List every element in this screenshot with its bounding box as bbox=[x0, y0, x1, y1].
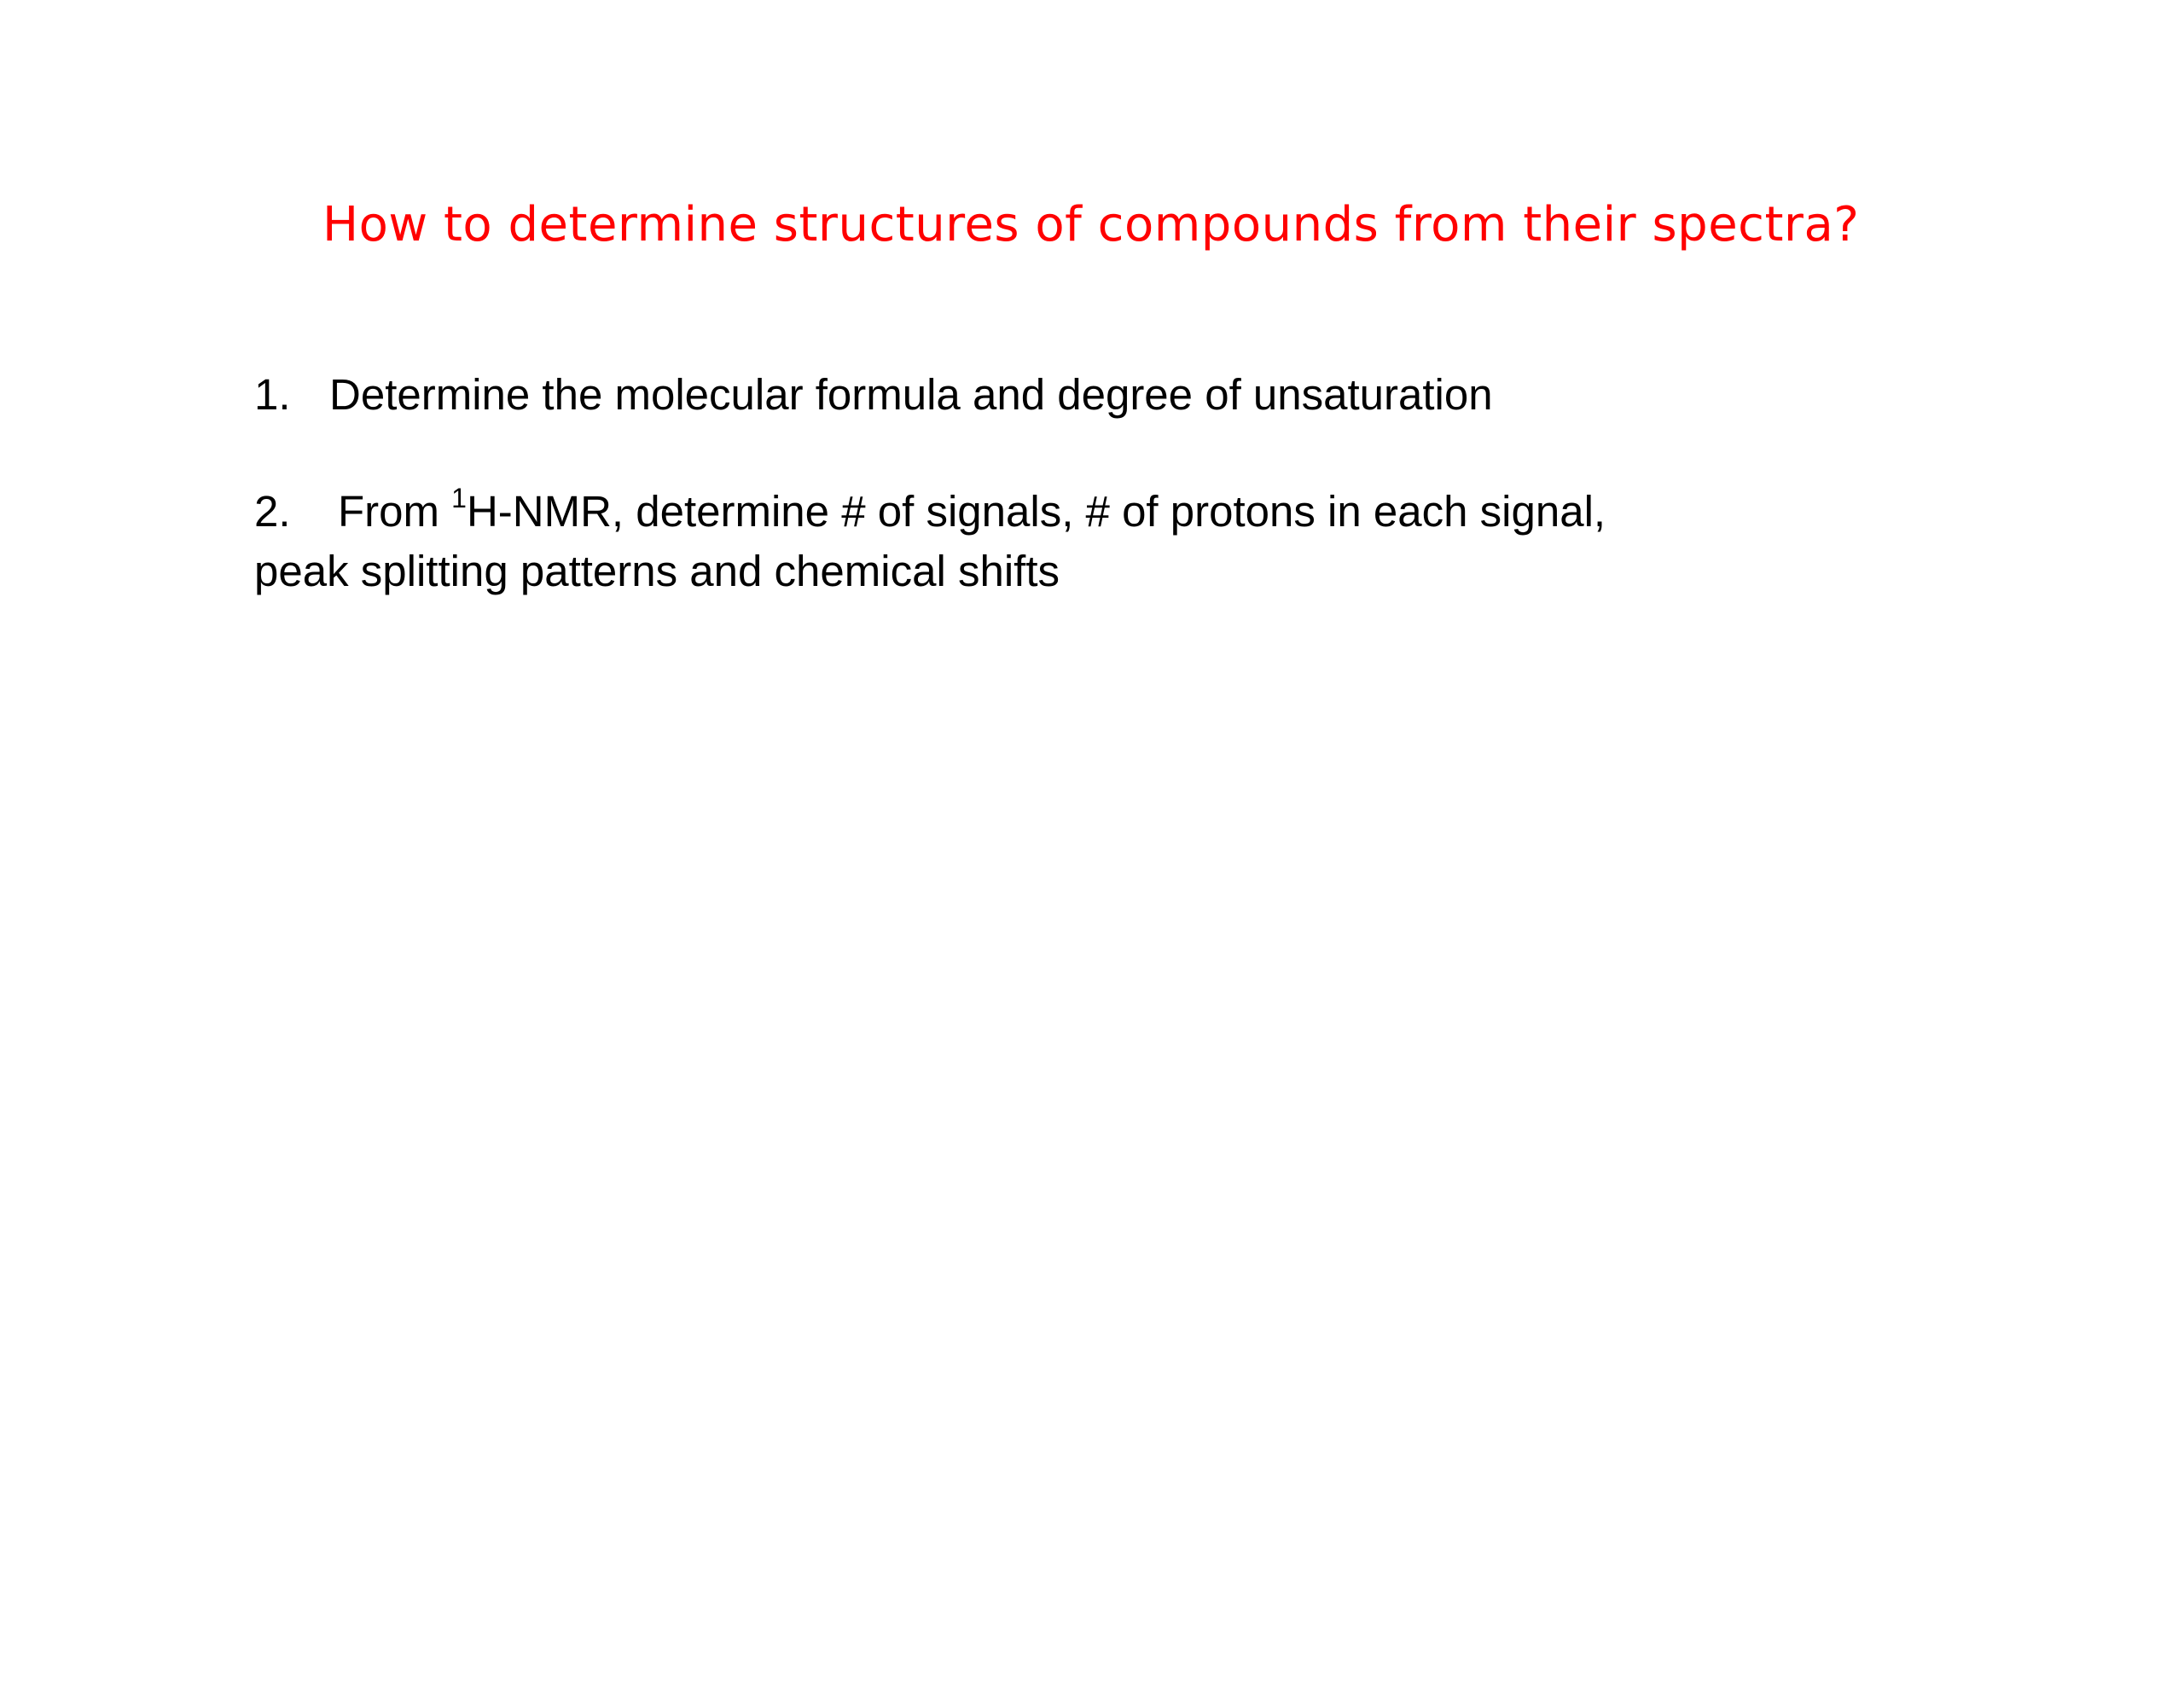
list-item-continuation: peak splitting patterns and chemical shifts bbox=[254, 547, 1060, 595]
list-item-1 bbox=[254, 365, 1493, 425]
list-item-2 bbox=[254, 482, 1606, 601]
slide-title: How to determine structures of compounds from their spectra? bbox=[322, 197, 1860, 252]
list-item-text-main: H-NMR, determine # of signals, # of protons in each signal, bbox=[466, 487, 1606, 536]
list-item-number: 2. bbox=[254, 487, 291, 536]
isotope-superscript: 1 bbox=[451, 483, 467, 513]
list-item-text: Determine the molecular formula and degree of unsaturation bbox=[329, 370, 1493, 419]
list-item-text-prefix: From bbox=[338, 487, 452, 536]
list-item-number: 1. bbox=[254, 370, 291, 419]
list-item-line-1 bbox=[254, 483, 1606, 536]
